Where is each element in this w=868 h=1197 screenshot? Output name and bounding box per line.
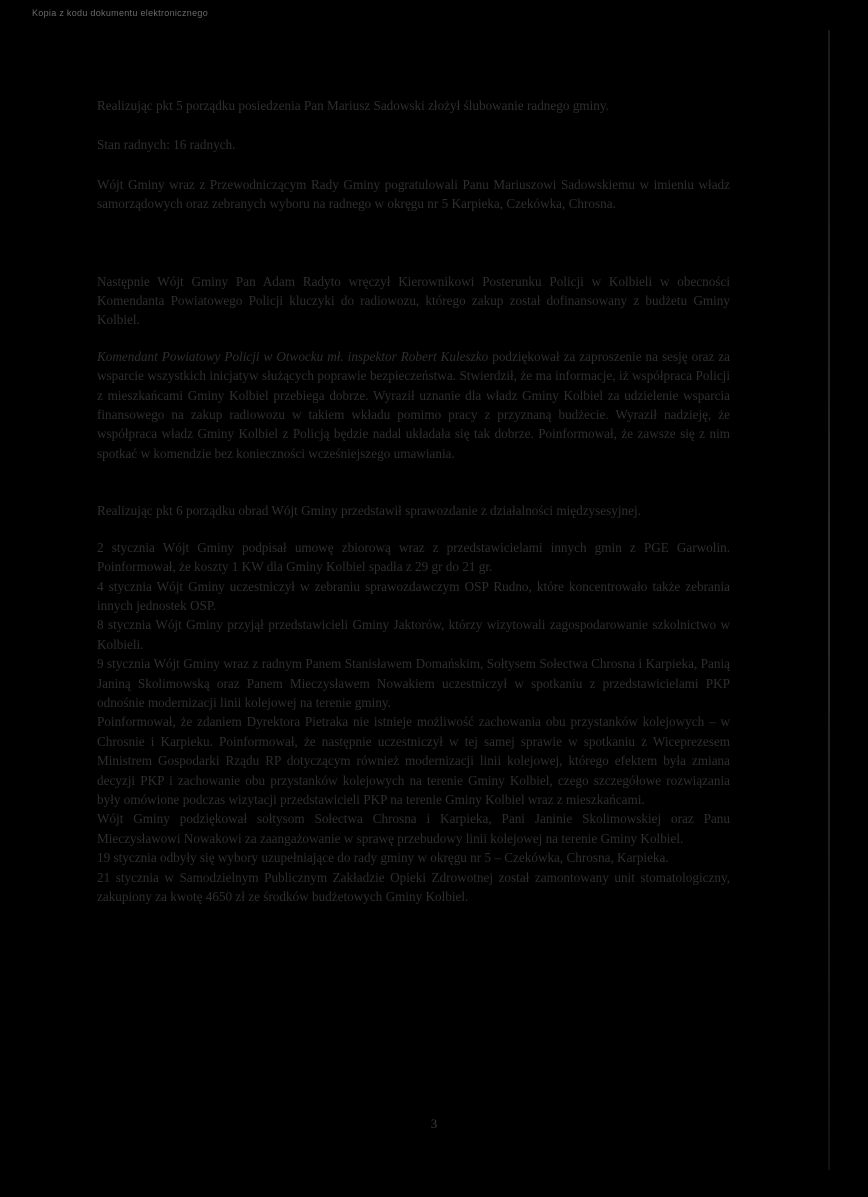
paragraph-railway: Poinformował, że zdaniem Dyrektora Pietraka nie istnieje możliwość zachowania obu przystanków kolejowych – w Chrosnie i Karpieku. Poinformował, że następnie uczestniczył w tej samej sprawie w spotkaniu z Wiceprezesem Ministrem Gospodarki Rządu RP dotyczącym również modernizacji linii kolejowej, którego efektem była zmiana decyzji PKP i zachowanie obu przystanków kolejowych na terenie Gminy Kolbiel, czego szczegółowe rozwiązania były omówione podczas wizytacji przedstawicieli PKP na terenie Gminy Kolbiel wraz z mieszkańcami. — [97, 714, 730, 807]
document-body — [97, 96, 730, 906]
paragraph-jan-9: 9 stycznia Wójt Gminy wraz z radnym Panem Stanisławem Domańskim, Sołtysem Sołectwa Chrosna i Karpieka, Panią Janiną Skolimowską oraz Panem Mieczysławem Nowakiem uczestniczył w spotkaniu z przedstawicielami PKP odnośnie modernizacji linii kolejowej na terenie gminy. — [97, 656, 730, 710]
commander-statement: podziękował za zaproszenie na sesję oraz za wsparcie wszystkich inicjatyw służących poprawie bezpieczeństwa. Stwierdził, że ma informacje, iż współpraca Policji z mieszkańcami Gminy Kolbiel przebiega dobrze. Wyraził uznanie dla władz Gminy Kolbiel za udzielenie wsparcia finansowego na zakup radiowozu w takiem wkładu pomimo pracy z przyznaną budżecie. Wyraził nadzieję, że współpraca władz Gminy Kolbiel z Policją będzie nadal układała się tak dobrze. Poinformował, że zawsze się z nim spotkać w komendzie bez konieczności wcześniejszego umawiania. — [97, 348, 730, 461]
paragraph-police-commander — [97, 347, 730, 463]
paragraph-jan-19: 19 stycznia odbyły się wybory uzupełniające do rady gminy w okręgu nr 5 – Czekówka, Chrosna, Karpieka. — [97, 850, 669, 866]
paragraph-oath: Realizując pkt 5 porządku posiedzenia Pan Mariusz Sadowski złożył ślubowanie radnego gminy. — [97, 98, 609, 113]
paragraph-mayor-report: Realizując pkt 6 porządku obrad Wójt Gminy przedstawił sprawozdanie z działalności międzysesyjnej. — [97, 503, 641, 519]
paragraph-jan-21: 21 stycznia w Samodzielnym Publicznym Zakładzie Opieki Zdrowotnej został zamontowany unit stomatologiczny, zakupiony za kwotę 4650 zł ze środków budżetowych Gminy Kolbiel. — [97, 869, 730, 904]
paragraph-police-car: Następnie Wójt Gminy Pan Adam Radyto wręczył Kierownikowi Posterunku Policji w Kolbieli w obecności Komendanta Powiatowego Policji kluczyki do radiowozu, którego zakup został dofinansowany z budżetu Gminy Kolbiel. — [97, 273, 730, 328]
paragraph-council-count: Stan radnych: 16 radnych. — [97, 137, 236, 153]
paragraph-thanks: Wójt Gminy podziękował sołtysom Sołectwa Chrosna i Karpieka, Pani Janinie Skolimowskiej oraz Panu Mieczysławowi Nowakowi za zaangażowanie w sprawę przebudowy linii kolejowej na terenie Gminy Kolbiel. — [97, 811, 730, 846]
paragraph-jan-8: 8 stycznia Wójt Gminy przyjął przedstawicieli Gminy Jaktorów, którzy wizytowali zagospodarowanie szkolnictwo w Kolbieli. — [97, 617, 730, 652]
paragraph-jan-2: 2 stycznia Wójt Gminy podpisał umowę zbiorową wraz z przedstawicielami innych gmin z PGE Garwolin. Poinformował, że koszty 1 KW dla Gminy Kolbiel spadła z 29 gr do 21 gr. — [97, 539, 730, 575]
scan-edge-shadow — [828, 30, 830, 1170]
paragraph-congratulations: Wójt Gminy wraz z Przewodniczącym Rady Gminy pogratulowali Panu Mariuszowi Sadowskiemu w imieniu władz samorządowych oraz zebranych wyboru na radnego w okręgu nr 5 Karpieka, Czekówka, Chrosna. — [97, 176, 730, 212]
paragraph-jan-4: 4 stycznia Wójt Gminy uczestniczył w zebraniu sprawozdawczym OSP Rudno, które koncentrowało także zebrania innych jednostek OSP. — [97, 578, 730, 613]
scan-header-note: Kopia z kodu dokumentu elektronicznego — [32, 8, 209, 18]
page-number: 3 — [430, 1116, 438, 1131]
commander-name: Komendant Powiatowy Policji w Otwocku mł. inspektor Robert Kuleszko — [97, 348, 489, 364]
